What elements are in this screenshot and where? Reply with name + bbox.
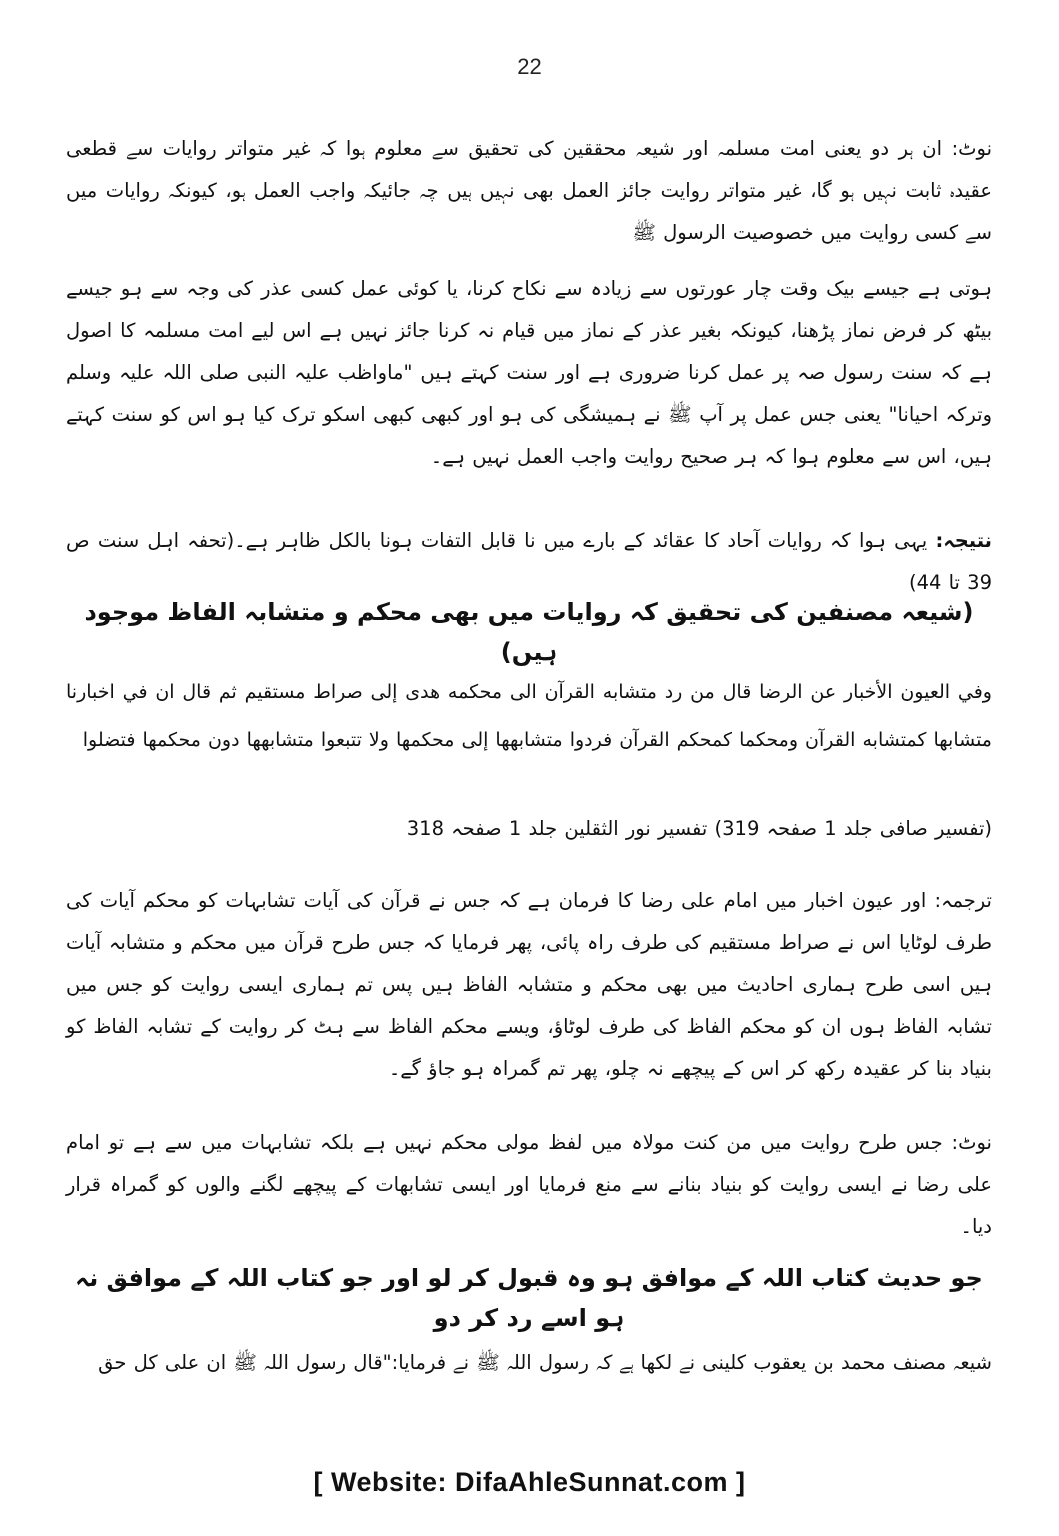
result-text: یہی ہوا کہ روایات آحاد کا عقائد کے بارے میں نا قابل التفات ہونا بالکل ظاہر ہے۔(تحفہ اہل سنت ص 39 تا 44): [66, 529, 992, 594]
arabic-narration: وفي العيون الأخبار عن الرضا قال من رد متشابه القرآن الى محكمه هدى إلى صراط مستقيم ثم قال ان في اخبارنا متشابها كمتشابه القرآن ومحكما كمحكم القرآن فردوا متشابهها إلى محكمها ولا تتبعوا متشابهها دون محكمها فتضلوا: [66, 681, 992, 751]
kulaini-paragraph: شیعہ مصنف محمد بن یعقوب کلینی نے لکھا ہے کہ رسول اللہ ﷺ نے فرمایا:"قال رسول اللہ ﷺ ان علی کل حق: [98, 1351, 992, 1374]
reference-citation: (تفسیر صافی جلد 1 صفحہ 319) تفسیر نور الثقلین جلد 1 صفحہ 318: [406, 817, 992, 840]
note-paragraph-1: نوٹ: ان ہر دو یعنی امت مسلمہ اور شیعہ محققین کی تحقیق سے معلوم ہوا کہ غیر متواتر روایات سے قطعی عقیدہ ثابت نہیں ہو گا، غیر متواتر روایت جائز العمل بھی نہیں ہیں چہ جائیکہ واجب العمل ہو، کیونکہ روایات میں سے کسی روایت میں خصوصیت الرسول ﷺ: [66, 137, 992, 244]
sunnat-paragraph: ہوتی ہے جیسے بیک وقت چار عورتوں سے زیادہ سے نکاح کرنا، یا کوئی عمل کسی عذر کی وجہ سے ہو جیسے بیٹھ کر فرض نماز پڑھنا، کیونکہ بغیر عذر کے نماز میں قیام نہ کرنا جائز نہیں ہے اس لیے امت مسلمہ کا اصول ہے کہ سنت رسول صہ پر عمل کرنا ضروری ہے اور سنت کہتے ہیں "ماواظب علیہ النبی صلی اللہ علیہ وسلم وترکہ احیانا" یعنی جس عمل پر آپ ﷺ نے ہمیشگی کی ہو اور کبھی کبھی اسکو ترک کیا ہو اس کو سنت کہتے ہیں، اس سے معلوم ہوا کہ ہر صحیح روایت واجب العمل نہیں ہے۔: [66, 277, 992, 468]
translation-paragraph: ترجمہ: اور عیون اخبار میں امام علی رضا کا فرمان ہے کہ جس نے قرآن کی آیات تشابہات کو محکم آیات کی طرف لوٹایا اس نے صراط مستقیم کی طرف راہ پائی، پھر فرمایا کہ جس طرح قرآن میں محکم و متشابہ آیات ہیں اسی طرح ہماری احادیث میں بھی محکم و متشابہ الفاظ ہیں پس تم ہماری ایسی روایت کو جس میں تشابہ الفاظ ہوں ان کو محکم الفاظ کی طرف لوٹاؤ، ویسے محکم الفاظ سے ہٹ کر روایت کے تشابہ الفاظ کو بنیاد بنا کر عقیدہ رکھ کر اس کے پیچھے نہ چلو، پھر تم گمراہ ہو جاؤ گے۔: [66, 889, 992, 1080]
section-heading-2: جو حدیث کتاب اللہ کے موافق ہو وہ قبول کر لو اور جو کتاب اللہ کے موافق نہ ہو اسے رد کر دو: [75, 1264, 983, 1332]
page-number: 22: [517, 54, 542, 79]
website-footer: [ Website: DifaAhleSunnat.com ]: [313, 1467, 746, 1497]
section-heading-1: (شیعہ مصنفین کی تحقیق کہ روایات میں بھی محکم و متشابہ الفاظ موجود ہیں): [84, 598, 974, 666]
result-label: نتیجہ:: [935, 529, 992, 552]
note-paragraph-2: نوٹ: جس طرح روایت میں من کنت مولاہ میں لفظ مولی محکم نہیں ہے بلکہ تشابہات میں سے ہے تو امام علی رضا نے ایسی روایت کو بنیاد بنانے سے منع فرمایا اور ایسی تشابھات کے پیچھے لگنے والوں کو گمراہ قرار دیا۔: [66, 1131, 992, 1238]
